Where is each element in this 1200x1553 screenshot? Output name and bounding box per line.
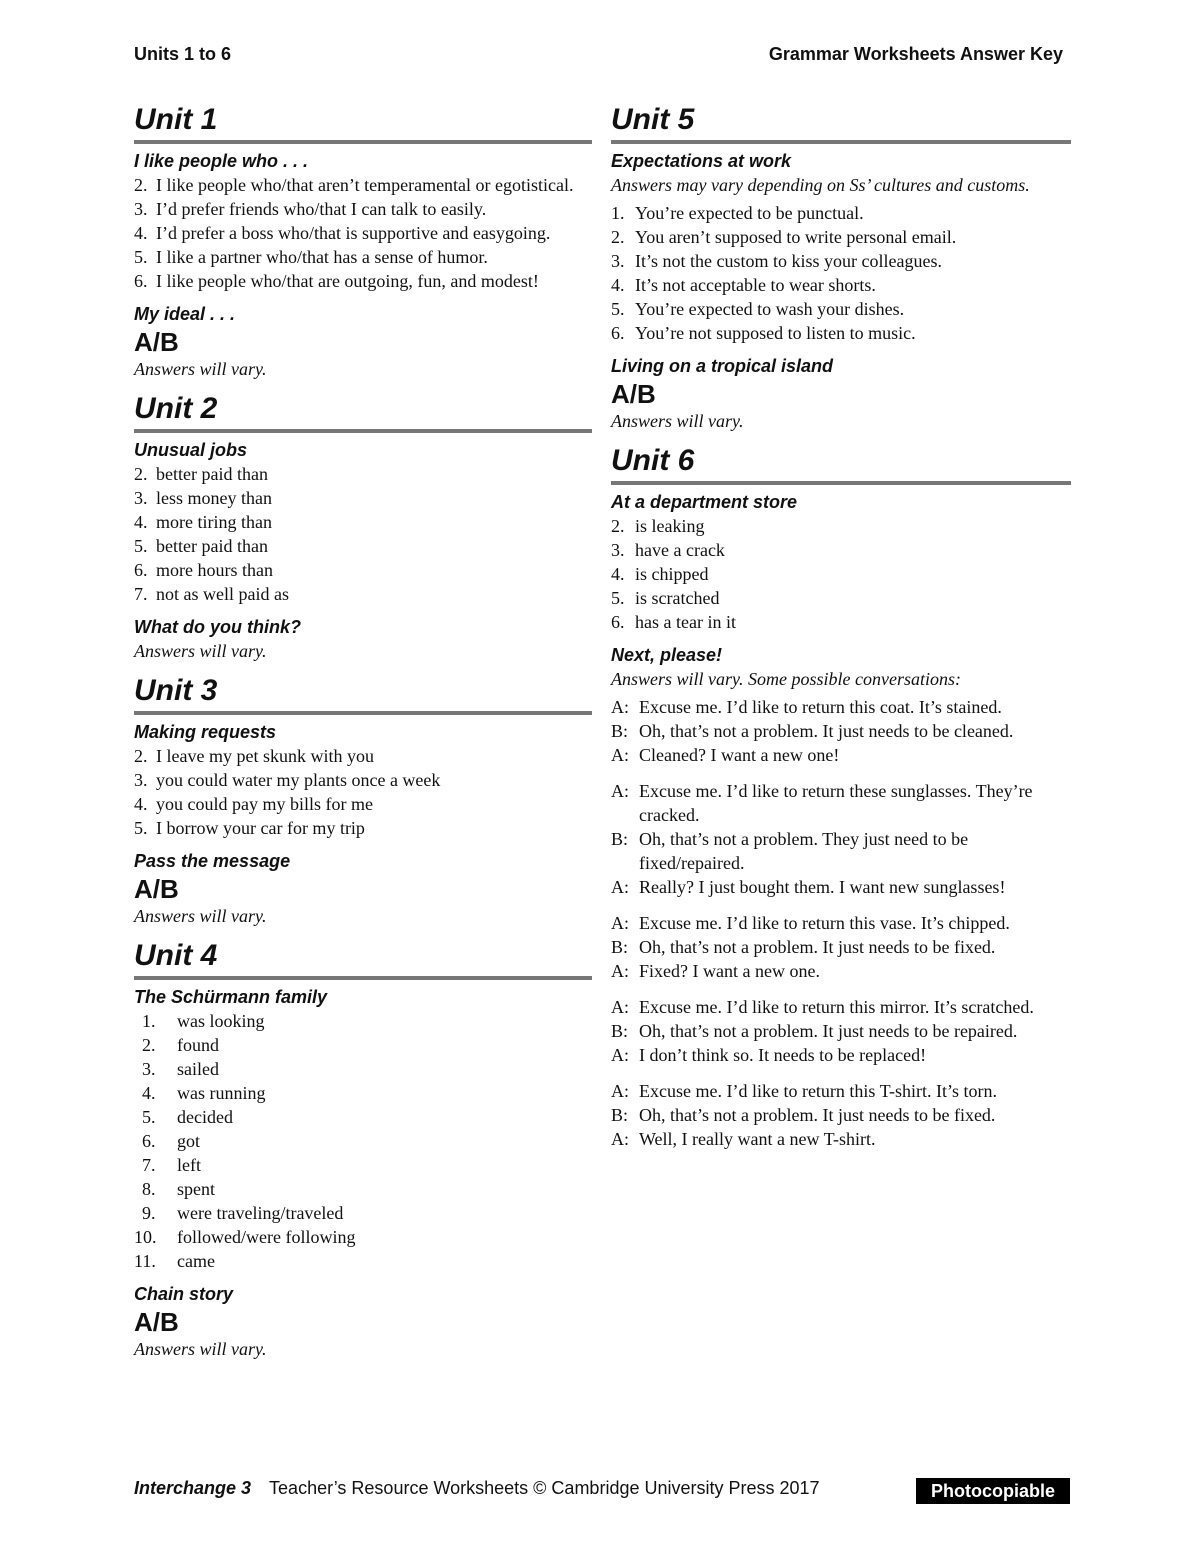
dialogue-line <box>611 935 1071 959</box>
list-item <box>134 462 592 486</box>
item-text: better paid than <box>156 464 268 484</box>
subsection-title: Chain story <box>134 1284 234 1304</box>
item-text: decided <box>177 1107 233 1127</box>
speaker-label: A: <box>611 1129 629 1149</box>
subsection-title: Making requests <box>134 722 277 742</box>
dialogue-line <box>611 911 1071 935</box>
unit-title: Unit 2 <box>134 392 218 425</box>
page-footer <box>134 1478 820 1499</box>
unit-2-section <box>134 387 592 663</box>
item-number: 5. <box>611 588 625 608</box>
dialogue-line <box>611 743 1071 767</box>
answers-vary-note: Answers will vary. <box>134 641 267 661</box>
list-item <box>611 538 1071 562</box>
dialogue-text: I don’t think so. It needs to be replaced! <box>639 1045 927 1065</box>
item-text: I’d prefer friends who/that I can talk to easily. <box>156 199 487 219</box>
item-text: You aren’t supposed to write personal email. <box>635 227 957 247</box>
item-number: 5. <box>134 247 148 267</box>
item-number: 11. <box>134 1251 156 1271</box>
list-item <box>134 221 592 245</box>
item-number: 3. <box>611 540 625 560</box>
item-text: left <box>177 1155 201 1175</box>
item-text: is chipped <box>635 564 709 584</box>
list-item <box>142 1153 592 1177</box>
conversation <box>611 779 1071 899</box>
speaker-label: A: <box>611 961 629 981</box>
speaker-label: A: <box>611 913 629 933</box>
item-number: 7. <box>142 1155 156 1175</box>
footer-copyright: Teacher’s Resource Worksheets © Cambridge University Press 2017 <box>269 1478 820 1498</box>
item-number: 8. <box>142 1179 156 1199</box>
item-text: you could water my plants once a week <box>156 770 441 790</box>
list-item <box>134 269 592 293</box>
item-text: is leaking <box>635 516 705 536</box>
speaker-label: A: <box>611 745 629 765</box>
item-number: 7. <box>134 584 148 604</box>
answers-vary-note: Answers will vary. <box>134 906 267 926</box>
item-number: 9. <box>142 1203 156 1223</box>
speaker-label: B: <box>611 829 629 849</box>
subsection-title: Pass the message <box>134 851 291 871</box>
unit-rule <box>134 429 592 433</box>
answers-vary-note: Answers will vary. Some possible conversations: <box>611 669 961 689</box>
list-item <box>134 744 592 768</box>
item-number: 6. <box>134 271 148 291</box>
answers-vary-note: Answers will vary. <box>134 359 267 379</box>
item-number: 2. <box>134 746 148 766</box>
photocopiable-badge: Photocopiable <box>916 1478 1070 1504</box>
speaker-label: A: <box>611 697 629 717</box>
answers-vary-note: Answers will vary. <box>134 1339 267 1359</box>
dialogue-text: Cleaned? I want a new one! <box>639 745 840 765</box>
list-item <box>134 173 592 197</box>
dialogue-line <box>611 827 1071 875</box>
item-text: I borrow your car for my trip <box>156 818 365 838</box>
item-number: 2. <box>611 227 625 247</box>
answer-list <box>134 744 592 840</box>
item-text: more tiring than <box>156 512 272 532</box>
speaker-label: A: <box>611 997 629 1017</box>
subsection-title: The Schürmann family <box>134 987 328 1007</box>
item-number: 2. <box>134 464 148 484</box>
list-item <box>611 201 1071 225</box>
dialogue-text: Fixed? I want a new one. <box>639 961 820 981</box>
list-item <box>134 816 592 840</box>
list-item <box>611 610 1071 634</box>
list-item <box>142 1081 592 1105</box>
list-item <box>134 245 592 269</box>
speaker-label: A: <box>611 877 629 897</box>
item-text: found <box>177 1035 219 1055</box>
item-number: 4. <box>611 564 625 584</box>
dialogue-line <box>611 1019 1071 1043</box>
subsection-title: At a department store <box>611 492 798 512</box>
item-text: was looking <box>177 1011 265 1031</box>
speaker-label: B: <box>611 1021 629 1041</box>
item-text: I like people who/that are outgoing, fun, and modest! <box>156 271 539 291</box>
list-item <box>134 792 592 816</box>
item-number: 4. <box>134 223 148 243</box>
item-number: 5. <box>134 536 148 556</box>
item-text: I leave my pet skunk with you <box>156 746 374 766</box>
list-item <box>611 273 1071 297</box>
unit-rule <box>134 976 592 980</box>
list-item <box>611 321 1071 345</box>
item-number: 1. <box>142 1011 156 1031</box>
list-item <box>142 1033 592 1057</box>
answer-list <box>611 201 1071 345</box>
item-number: 6. <box>134 560 148 580</box>
item-number: 10. <box>134 1227 157 1247</box>
subsection-title: My ideal . . . <box>134 304 236 324</box>
item-number: 3. <box>142 1059 156 1079</box>
item-text: I’d prefer a boss who/that is supportive and easygoing. <box>156 223 551 243</box>
dialogue-text: Excuse me. I’d like to return this T-shirt. It’s torn. <box>639 1081 997 1101</box>
item-number: 2. <box>142 1035 156 1055</box>
ab-label: A/B <box>134 1307 179 1337</box>
unit-rule <box>134 711 592 715</box>
answers-vary-note: Answers may vary depending on Ss’ cultures and customs. <box>611 175 1030 195</box>
dialogue-text: Oh, that’s not a problem. It just needs to be repaired. <box>639 1021 1018 1041</box>
unit-rule <box>611 140 1071 144</box>
list-item <box>134 197 592 221</box>
item-number: 3. <box>134 488 148 508</box>
item-number: 4. <box>134 512 148 532</box>
dialogue-text: Excuse me. I’d like to return this coat. It’s stained. <box>639 697 1002 717</box>
list-item <box>142 1129 592 1153</box>
item-text: I like people who/that aren’t temperamental or egotistical. <box>156 175 574 195</box>
list-item <box>611 514 1071 538</box>
list-item <box>611 249 1071 273</box>
item-text: got <box>177 1131 201 1151</box>
item-number: 6. <box>611 612 625 632</box>
item-number: 3. <box>611 251 625 271</box>
item-number: 6. <box>142 1131 156 1151</box>
dialogue-line <box>611 719 1071 743</box>
speaker-label: B: <box>611 937 629 957</box>
list-item <box>611 586 1071 610</box>
subsection-title: I like people who . . . <box>134 151 309 171</box>
item-text: You’re expected to be punctual. <box>635 203 864 223</box>
dialogue-line <box>611 1043 1071 1067</box>
item-number: 5. <box>611 299 625 319</box>
item-text: came <box>177 1251 215 1271</box>
conversation <box>611 911 1071 983</box>
subsection-title: Living on a tropical island <box>611 356 834 376</box>
dialogue-text: Excuse me. I’d like to return this mirror. It’s scratched. <box>639 997 1034 1017</box>
unit-title: Unit 3 <box>134 674 218 707</box>
item-number: 4. <box>611 275 625 295</box>
list-item <box>134 558 592 582</box>
item-number: 3. <box>134 199 148 219</box>
dialogue-text: Well, I really want a new T-shirt. <box>639 1129 876 1149</box>
item-text: more hours than <box>156 560 273 580</box>
unit-title: Unit 6 <box>611 444 695 477</box>
speaker-label: B: <box>611 721 629 741</box>
item-number: 5. <box>142 1107 156 1127</box>
answer-list <box>134 1009 592 1273</box>
item-text: less money than <box>156 488 272 508</box>
item-number: 2. <box>611 516 625 536</box>
item-text: It’s not acceptable to wear shorts. <box>635 275 876 295</box>
dialogue-text: Really? I just bought them. I want new sunglasses! <box>639 877 1006 897</box>
list-item <box>134 1225 592 1249</box>
item-text: better paid than <box>156 536 268 556</box>
item-number: 3. <box>134 770 148 790</box>
dialogue-text: Oh, that’s not a problem. It just needs to be fixed. <box>639 1105 996 1125</box>
footer-brand: Interchange 3 <box>134 1478 252 1498</box>
speaker-label: A: <box>611 781 629 801</box>
unit-title: Unit 5 <box>611 103 695 136</box>
page-header-left: Units 1 to 6 <box>134 44 232 64</box>
conversation <box>611 695 1071 767</box>
unit-title: Unit 4 <box>134 939 218 972</box>
item-number: 2. <box>134 175 148 195</box>
list-item <box>142 1201 592 1225</box>
list-item <box>134 486 592 510</box>
item-number: 4. <box>134 794 148 814</box>
dialogue-line <box>611 1127 1071 1151</box>
item-text: You’re not supposed to listen to music. <box>635 323 916 343</box>
answer-list <box>134 173 592 293</box>
dialogue-text: Oh, that’s not a problem. It just needs to be cleaned. <box>639 721 1014 741</box>
unit-rule <box>611 481 1071 485</box>
dialogue-text: Excuse me. I’d like to return these sunglasses. They’re cracked. <box>639 781 1033 825</box>
list-item <box>134 534 592 558</box>
item-text: not as well paid as <box>156 584 289 604</box>
list-item <box>134 768 592 792</box>
speaker-label: B: <box>611 1105 629 1125</box>
ab-label: A/B <box>134 874 179 904</box>
speaker-label: A: <box>611 1081 629 1101</box>
item-text: has a tear in it <box>635 612 736 632</box>
item-text: you could pay my bills for me <box>156 794 373 814</box>
dialogue-line <box>611 779 1071 827</box>
list-item <box>142 1009 592 1033</box>
item-text: I like a partner who/that has a sense of humor. <box>156 247 488 267</box>
item-number: 6. <box>611 323 625 343</box>
list-item <box>611 225 1071 249</box>
item-text: It’s not the custom to kiss your colleagues. <box>635 251 942 271</box>
item-number: 4. <box>142 1083 156 1103</box>
unit-4-section <box>134 934 592 1361</box>
dialogue-line <box>611 695 1071 719</box>
ab-label: A/B <box>611 379 656 409</box>
right-column <box>611 98 1071 1163</box>
item-text: was running <box>177 1083 266 1103</box>
dialogue-text: Oh, that’s not a problem. It just needs to be fixed. <box>639 937 996 957</box>
dialogue-line <box>611 959 1071 983</box>
list-item <box>142 1177 592 1201</box>
unit-6-section <box>611 439 1071 1151</box>
item-text: is scratched <box>635 588 720 608</box>
subsection-title: What do you think? <box>134 617 301 637</box>
unit-3-section <box>134 669 592 928</box>
conversation <box>611 1079 1071 1151</box>
item-number: 1. <box>611 203 625 223</box>
subsection-title: Expectations at work <box>611 151 792 171</box>
item-text: were traveling/traveled <box>177 1203 344 1223</box>
unit-title: Unit 1 <box>134 103 218 136</box>
list-item <box>142 1105 592 1129</box>
list-item <box>611 297 1071 321</box>
dialogue-line <box>611 1079 1071 1103</box>
list-item <box>611 562 1071 586</box>
unit-1-section <box>134 98 592 381</box>
answer-list <box>611 514 1071 634</box>
dialogue-line <box>611 995 1071 1019</box>
conversation <box>611 995 1071 1067</box>
list-item <box>142 1057 592 1081</box>
page-header-right: Grammar Worksheets Answer Key <box>768 44 1063 64</box>
answer-list <box>134 462 592 606</box>
item-text: followed/were following <box>177 1227 356 1247</box>
list-item <box>134 1249 592 1273</box>
dialogue-text: Oh, that’s not a problem. They just need to be fixed/repaired. <box>639 829 969 873</box>
unit-5-section <box>611 98 1071 433</box>
subsection-title: Unusual jobs <box>134 440 248 460</box>
unit-rule <box>134 140 592 144</box>
answers-vary-note: Answers will vary. <box>611 411 744 431</box>
subsection-title: Next, please! <box>611 645 723 665</box>
dialogue-text: Excuse me. I’d like to return this vase. It’s chipped. <box>639 913 1010 933</box>
item-text: You’re expected to wash your dishes. <box>635 299 905 319</box>
left-column <box>134 98 592 1361</box>
speaker-label: A: <box>611 1045 629 1065</box>
list-item <box>134 510 592 534</box>
dialogue-line <box>611 875 1071 899</box>
conversation-list <box>611 695 1071 1151</box>
item-number: 5. <box>134 818 148 838</box>
item-text: sailed <box>177 1059 219 1079</box>
ab-label: A/B <box>134 327 179 357</box>
dialogue-line <box>611 1103 1071 1127</box>
item-text: spent <box>177 1179 215 1199</box>
item-text: have a crack <box>635 540 725 560</box>
list-item <box>134 582 592 606</box>
